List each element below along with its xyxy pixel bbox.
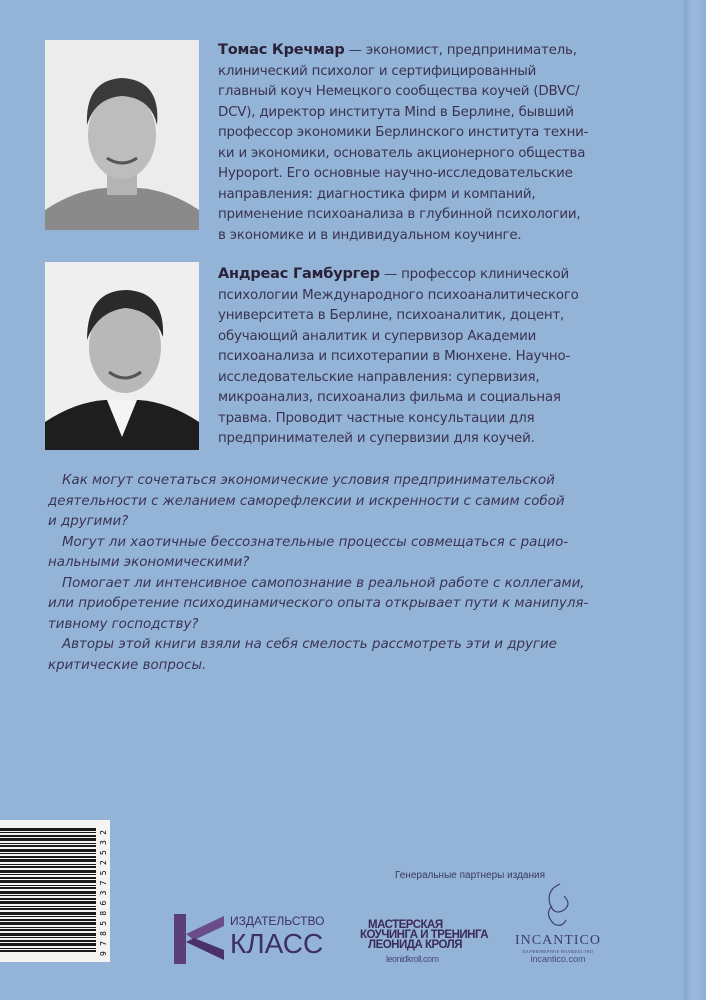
barcode-bar <box>0 908 96 910</box>
barcode-bar <box>0 870 96 873</box>
barcode-bar <box>0 940 96 942</box>
kroll-logo: МАСТЕРСКАЯ КОУЧИНГА И ТРЕНИНГА ЛЕОНИДА КРОЛЯ leonidkroll.com <box>360 919 489 964</box>
barcode-bar <box>0 849 96 852</box>
barcode-bar <box>0 828 96 831</box>
barcode-bar <box>0 912 96 915</box>
barcode-bar <box>0 880 96 883</box>
author1-photo <box>45 40 199 230</box>
barcode-bar <box>0 895 96 896</box>
barcode-bar <box>0 877 96 879</box>
barcode-bar <box>0 927 96 928</box>
barcode-bar <box>0 922 96 925</box>
barcode-bar <box>0 919 96 921</box>
barcode-bar <box>0 864 96 865</box>
barcode-bar <box>0 929 96 931</box>
barcode-bar <box>0 937 96 938</box>
barcode-bar <box>0 845 96 847</box>
questions-block: Как могут сочетаться экономические условия предпринимательской деятельности с желанием саморефлексии и искренности с самим собой и другими? Могут ли хаотичные бессознательные процессы совмещаться с рацио- нальными экономическими? Помогает ли интенсивное самопознание в реальной работе с коллегами, или приобретение психодинамического опыта открывает пути к манипуля- тивному господству? Авторы этой книги взяли на себя смелость рассмотреть эти и другие критические вопросы. <box>48 473 589 673</box>
barcode-bar <box>0 853 96 854</box>
barcode-bar <box>0 906 96 907</box>
isbn-digits: 9785863752532 <box>99 830 108 956</box>
klass-k-icon <box>172 914 228 964</box>
author2-name: Андреас Гамбургер <box>218 266 380 282</box>
book-spine-edge <box>684 0 706 1000</box>
incantico-flower-icon <box>528 880 588 930</box>
incantico-logo: INCANTICO ПАРФЮМЕРНОЕ ВОЛШЕБСТВО incantico.com <box>515 880 601 964</box>
isbn-barcode <box>0 820 110 962</box>
barcode-bar <box>0 916 96 917</box>
partners-heading: Генеральные партнеры издания <box>395 870 545 881</box>
barcode-bar <box>0 843 96 844</box>
barcode-bar <box>0 838 96 841</box>
barcode-bar <box>0 866 96 868</box>
barcode-bar <box>0 859 96 862</box>
author1-bio: Томас Кречмар — экономист, предприниматель, клинический психолог и сертифицированный главный коуч Немецкого сообщества коучей (DBVC/ DCV), директор института Mind в Берлине, бывший профессор экономики Берлинского института техни- ки и экономики, основатель акционерного общества Hypoport. Его основные научно-исследовательские направления: диагностика фирм и компаний, применение психоанализа в глубинной психологии, в экономике и в индивидуальном коучинге. <box>218 42 589 243</box>
barcode-bar <box>0 898 96 900</box>
barcode-bar <box>0 835 96 837</box>
barcode-bar <box>0 950 96 952</box>
author2-photo <box>45 262 199 450</box>
barcode-bar <box>0 832 96 833</box>
author1-name: Томас Кречмар <box>218 42 345 58</box>
barcode-bar <box>0 887 96 889</box>
barcode-bar <box>0 874 96 875</box>
barcode-bar <box>0 948 96 949</box>
barcode-bar <box>0 885 96 886</box>
barcode-bar <box>0 933 96 936</box>
barcode-bar <box>0 856 96 858</box>
author2-bio: Андреас Гамбургер — профессор клинической психологии Международного психоаналитического университета в Берлине, психоаналитик, доцент, обучающий аналитик и супервизор Академии психоанализа и психотерапии в Мюнхене. Научно- исследовательские направления: супервизия, микроанализ, психоанализ фильма и социальная травма. Проводит частные консультации для предпринимателей и супервизии для коучей. <box>218 266 579 446</box>
barcode-bar <box>0 901 96 904</box>
barcode-bar <box>0 943 96 946</box>
barcode-bar <box>0 891 96 894</box>
